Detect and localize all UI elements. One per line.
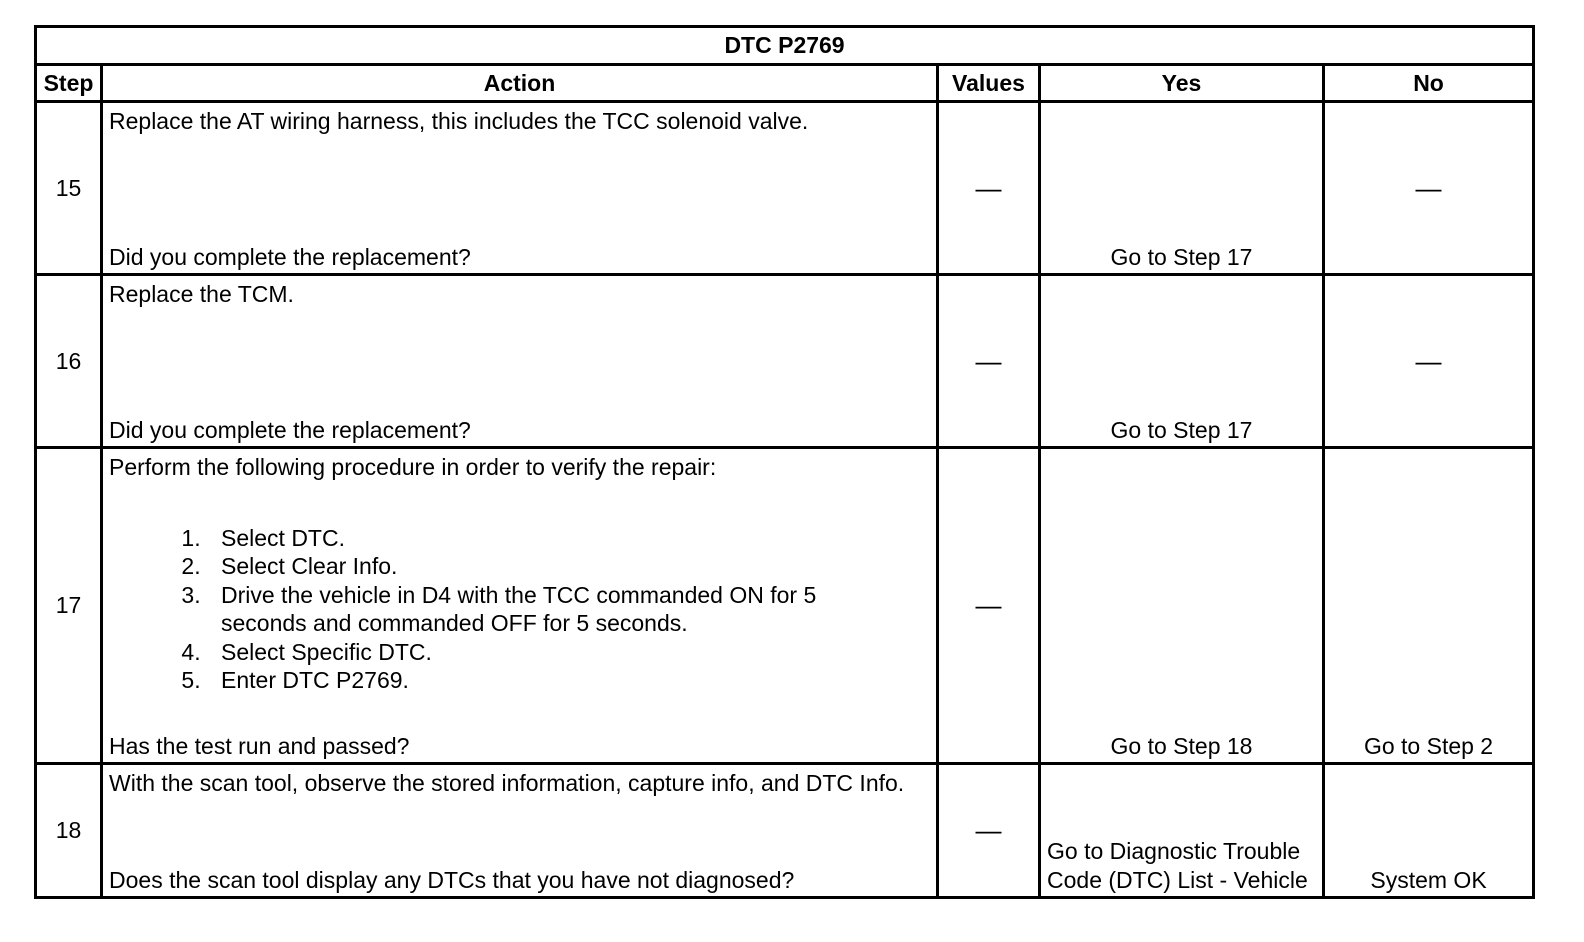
procedure-step: 3. Drive the vehicle in D4 with the TCC commanded ON for 5 seconds and commanded OFF for 5 seconds.: [207, 581, 861, 638]
no-link[interactable]: Go to Step 2: [1363, 732, 1494, 759]
step-number: 16: [36, 275, 102, 448]
action-cell: [102, 275, 938, 448]
step-number: 18: [36, 764, 102, 898]
yes-cell: [1040, 102, 1324, 275]
yes-link[interactable]: Go to Step 17: [1110, 243, 1253, 270]
values-cell: —: [938, 102, 1040, 275]
dtc-table: [34, 25, 1535, 899]
yes-cell: [1040, 448, 1324, 764]
table-row: [36, 102, 1534, 275]
action-question: Did you complete the replacement?: [109, 243, 471, 270]
step-number: 17: [36, 448, 102, 764]
action-cell: [102, 764, 938, 898]
action-question: Did you complete the replacement?: [109, 416, 471, 443]
procedure-step: 1. Select DTC.: [207, 524, 930, 553]
action-instruction: Perform the following procedure in order to verify the repair:: [109, 454, 717, 480]
yes-cell: [1040, 764, 1324, 898]
step-number: 15: [36, 102, 102, 275]
no-cell: [1324, 448, 1534, 764]
values-cell: —: [938, 275, 1040, 448]
no-cell: [1324, 102, 1534, 275]
action-cell: [102, 102, 938, 275]
action-question: Does the scan tool display any DTCs that you have not diagnosed?: [109, 866, 795, 893]
table-row: [36, 448, 1534, 764]
procedure-step: 2. Select Clear Info.: [207, 552, 930, 581]
table-title: DTC P2769: [36, 27, 1534, 65]
header-yes: Yes: [1040, 65, 1324, 102]
table-title-row: [36, 27, 1534, 65]
no-cell: [1324, 764, 1534, 898]
no-value: —: [1415, 345, 1442, 376]
table-row: [36, 275, 1534, 448]
no-cell: [1324, 275, 1534, 448]
yes-link[interactable]: Go to Step 18: [1110, 732, 1253, 759]
header-row: [36, 65, 1534, 102]
procedure-list: [109, 524, 930, 695]
header-values: Values: [938, 65, 1040, 102]
values-cell: —: [938, 764, 1040, 898]
no-value: System OK: [1370, 866, 1487, 893]
action-cell: [102, 448, 938, 764]
values-cell: —: [938, 448, 1040, 764]
no-value: —: [1415, 172, 1442, 203]
header-no: No: [1324, 65, 1534, 102]
action-instruction: With the scan tool, observe the stored information, capture info, and DTC Info.: [109, 770, 905, 796]
table-row: [36, 764, 1534, 898]
action-instruction: Replace the AT wiring harness, this includes the TCC solenoid valve.: [109, 108, 809, 134]
action-question: Has the test run and passed?: [109, 732, 410, 759]
procedure-step: 4. Select Specific DTC.: [207, 638, 930, 667]
yes-link[interactable]: Go to Step 17: [1110, 416, 1253, 443]
procedure-step: 5. Enter DTC P2769.: [207, 666, 930, 695]
header-step: Step: [36, 65, 102, 102]
yes-cell: [1040, 275, 1324, 448]
action-instruction: Replace the TCM.: [109, 281, 294, 307]
header-action: Action: [102, 65, 938, 102]
yes-link[interactable]: Go to Diagnostic Trouble Code (DTC) List - Vehicle: [1047, 838, 1308, 893]
